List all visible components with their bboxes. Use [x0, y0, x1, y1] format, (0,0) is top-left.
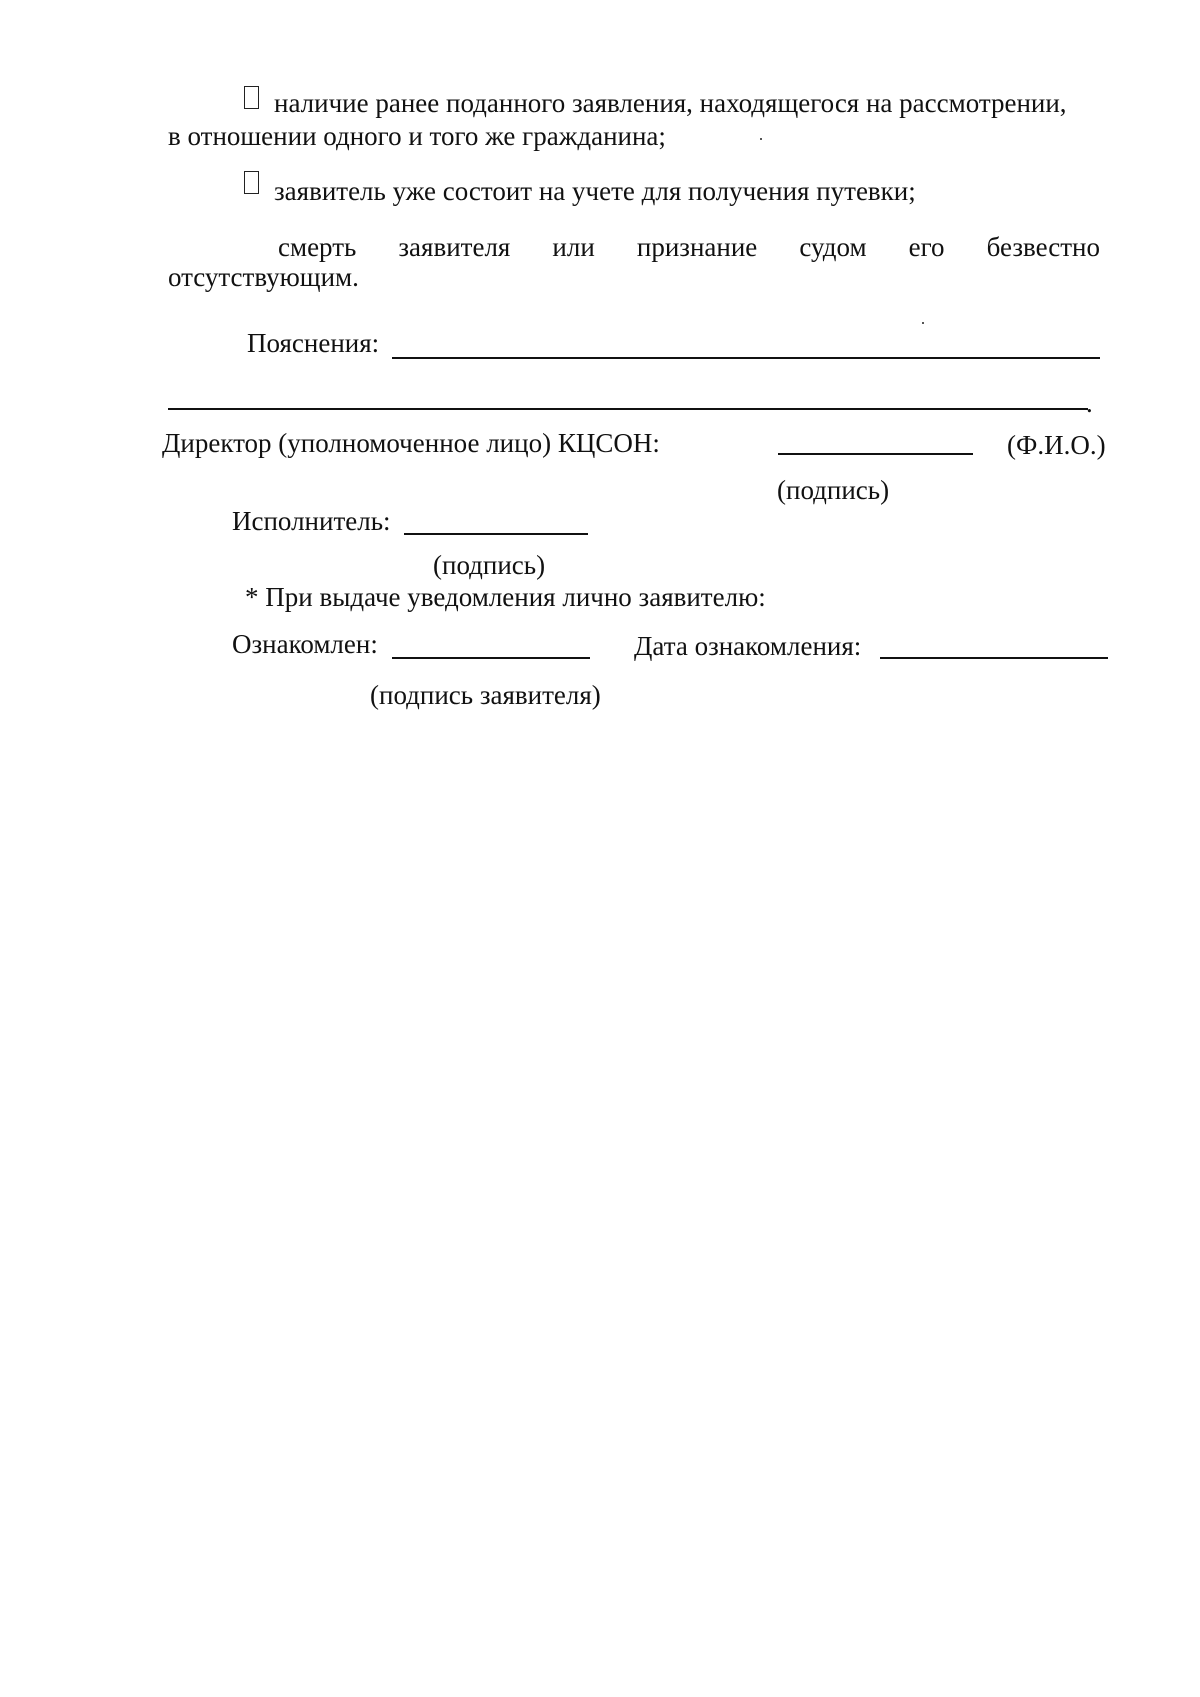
executor-label: Исполнитель: [232, 506, 391, 536]
director-signature-line[interactable] [778, 453, 973, 455]
item-3-word: признание [636, 232, 758, 262]
notice-text: * При выдаче уведомления лично заявителю: [245, 582, 766, 612]
item-3-word: заявителя [398, 232, 511, 262]
scan-speck [922, 322, 924, 324]
item-3-line-1 [278, 232, 1100, 262]
checkbox-item-2[interactable] [244, 171, 259, 194]
item-2-text: заявитель уже состоит на учете для получения путевки; [274, 176, 916, 206]
explanations-line-2[interactable] [168, 408, 1088, 410]
item-3-word: или [552, 232, 595, 262]
director-fio: (Ф.И.О.) [1007, 430, 1106, 460]
scan-speck [760, 138, 762, 140]
acquainted-signature-caption: (подпись заявителя) [370, 680, 601, 710]
item-3-word: его [908, 232, 945, 262]
explanations-end-mark: . [1086, 388, 1093, 418]
director-signature-caption: (подпись) [777, 475, 890, 505]
item-3-word: судом [799, 232, 867, 262]
director-label: Директор (уполномоченное лицо) КЦСОН: [162, 428, 660, 458]
explanations-label: Пояснения: [247, 328, 380, 358]
executor-signature-caption: (подпись) [433, 550, 546, 580]
item-1-line-1: наличие ранее поданного заявления, находящегося на рассмотрении, [274, 88, 1067, 118]
item-3-line-2: отсутствующим. [168, 262, 359, 292]
item-1-line-2: в отношении одного и того же гражданина; [168, 121, 666, 151]
date-acquainted-line[interactable] [880, 657, 1108, 659]
executor-signature-line[interactable] [404, 533, 588, 535]
checkbox-item-1[interactable] [244, 86, 259, 109]
acquainted-label: Ознакомлен: [232, 629, 378, 659]
date-acquainted-label: Дата ознакомления: [634, 631, 862, 661]
item-3-word: безвестно [986, 232, 1100, 262]
explanations-line-1[interactable] [392, 357, 1100, 359]
item-3-word: смерть [278, 232, 357, 262]
acquainted-signature-line[interactable] [392, 657, 590, 659]
